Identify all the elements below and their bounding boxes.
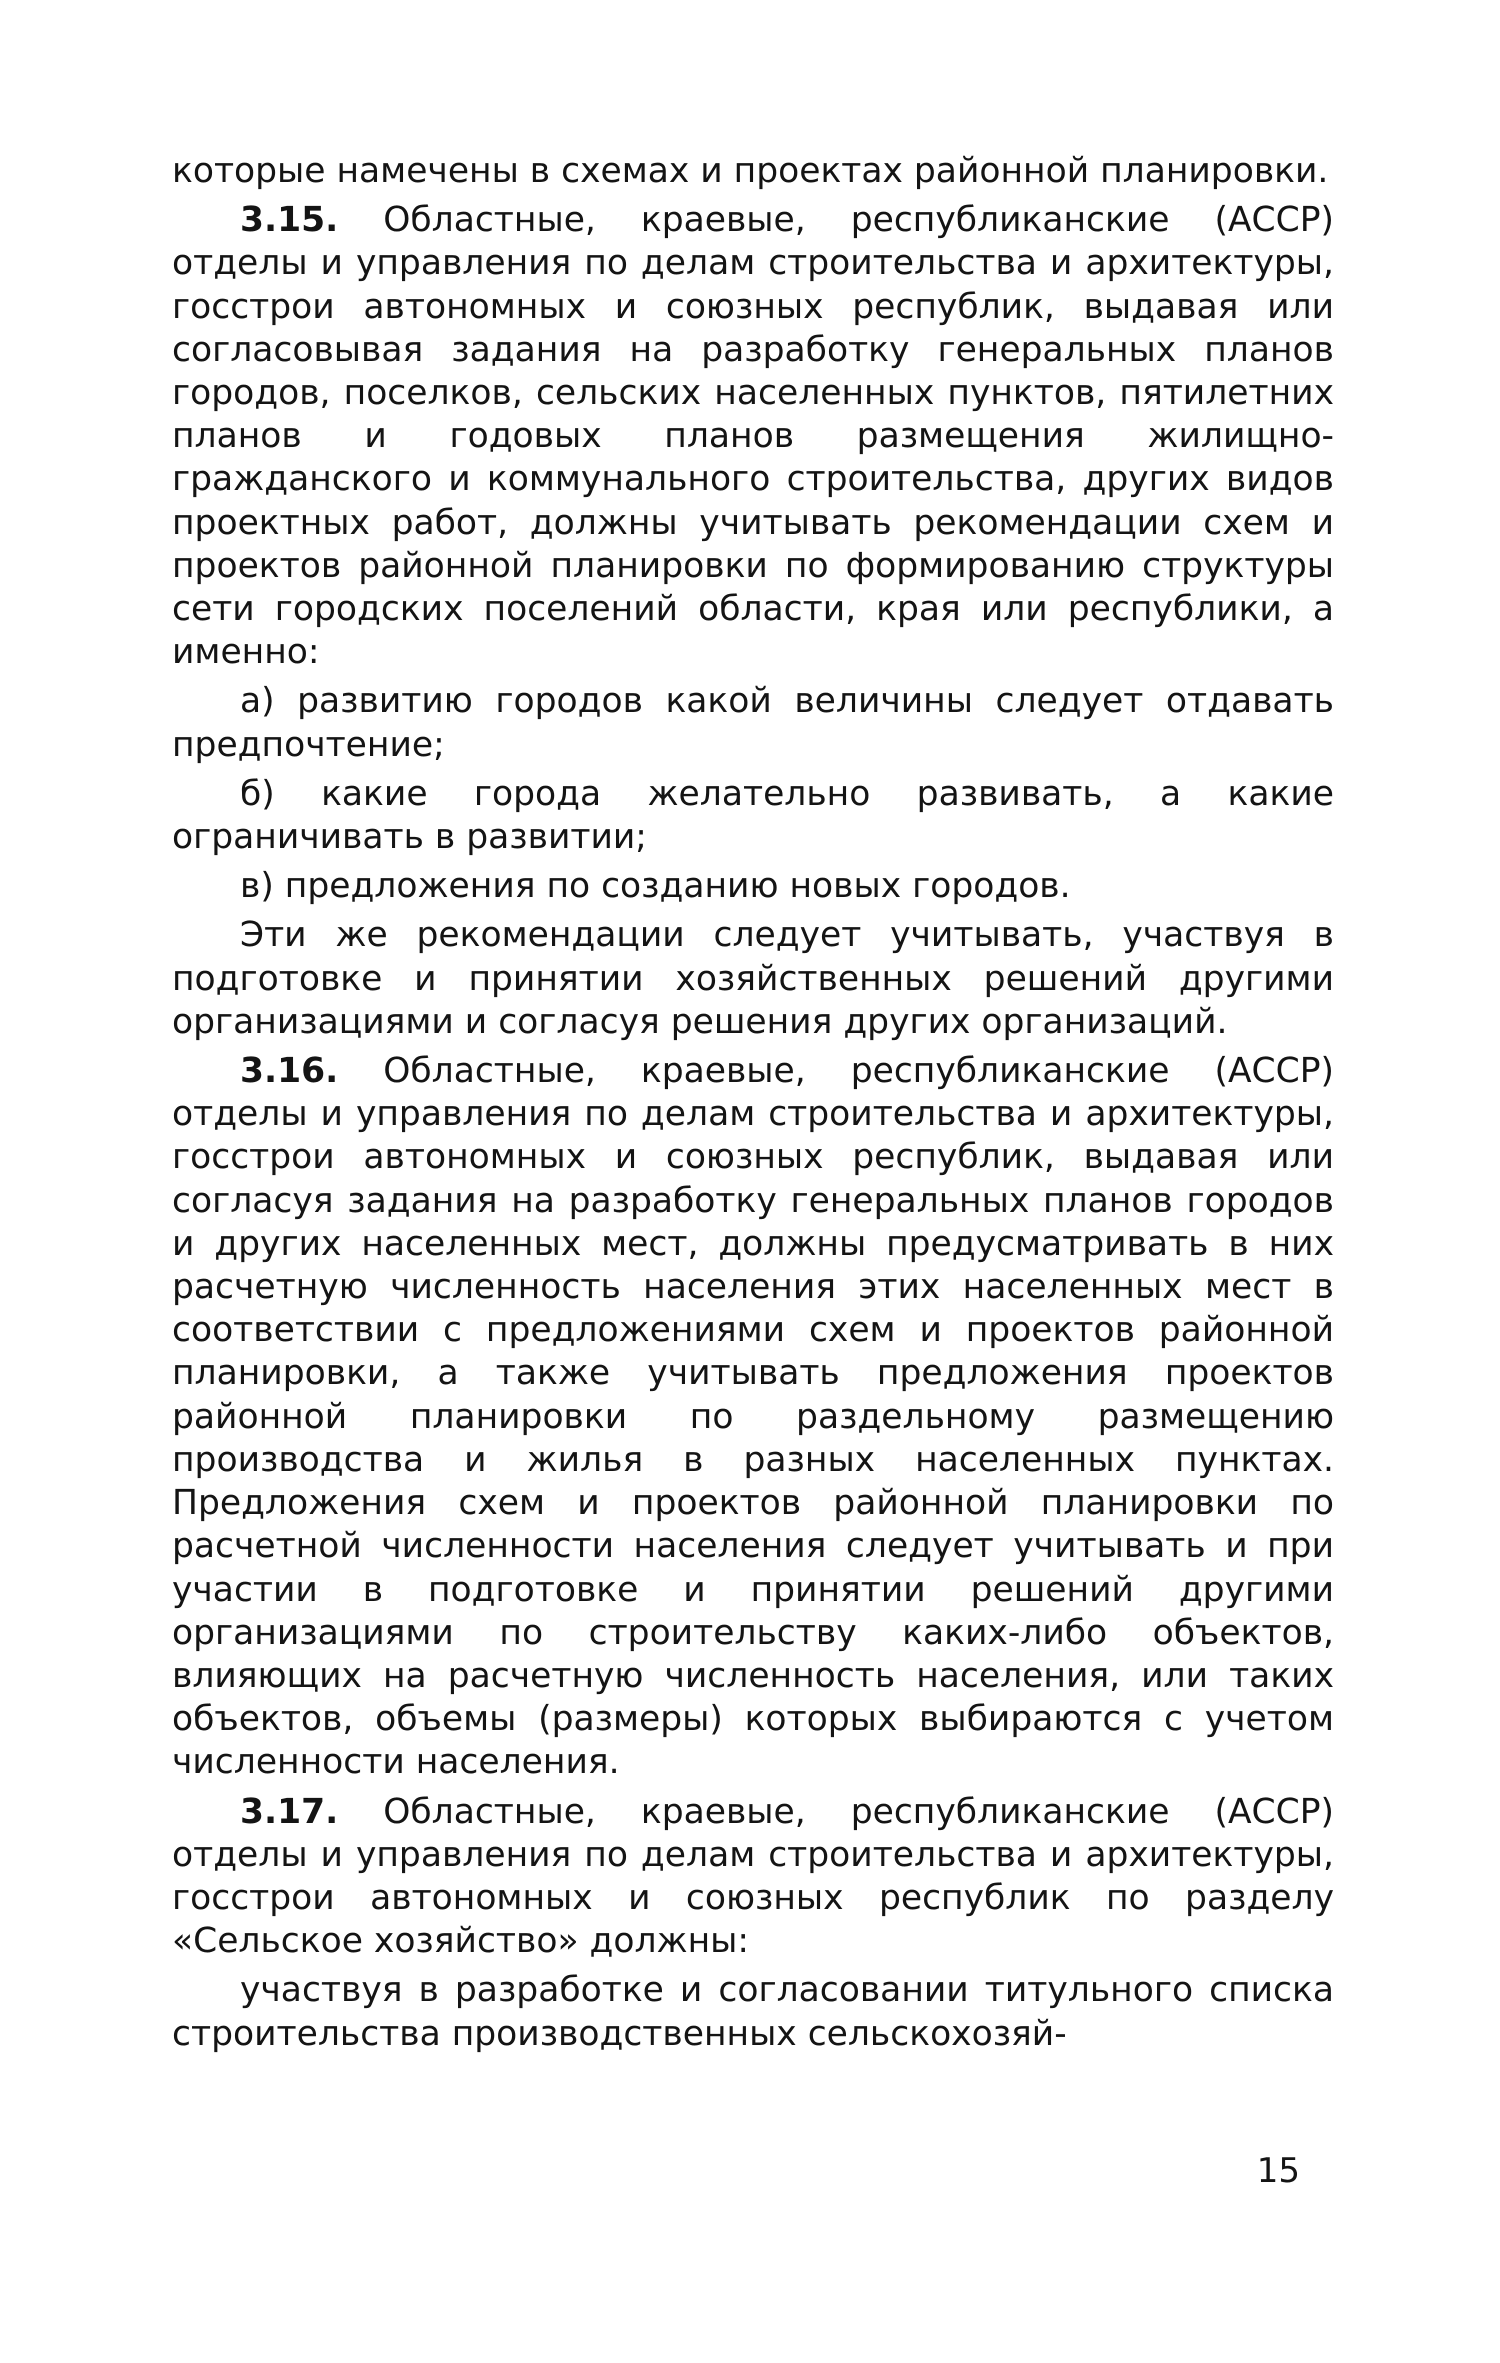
paragraph-text: которые намечены в схемах и проектах районной планировки. [172, 151, 1329, 191]
clause-number: 3.15. [240, 200, 339, 241]
paragraph-text: Эти же рекомендации следует учитывать, участвуя в подготовке и принятии хозяйственных решений другими организациями и согласуя решения других организаций. [172, 915, 1334, 1042]
paragraph-text: Областные, краевые, республиканские (АССР) отделы и управления по делам строительства и архитектуры, госстрои автономных и союзных республик, выдавая или согласовывая задания на разработку генеральных планов городов, поселков, сельских населенных пунктов, пятилетних планов и годовых планов размещения жилищно-гражданского и коммунального строительства, других видов проектных работ, должны учитывать рекомендации схем и проектов районной планировки по формированию структуры сети городских поселений области, края или республики, а именно: [172, 200, 1334, 673]
list-item-v [172, 865, 1334, 908]
paragraph-text: Областные, краевые, республиканские (АССР) отделы и управления по делам строительства и архитектуры, госстрои автономных и союзных республик по разделу «Сельское хозяйство» должны: [172, 1791, 1334, 1962]
paragraph-title-list [172, 1969, 1334, 2055]
paragraph-recommendations [172, 914, 1334, 1044]
list-item-text: а) развитию городов какой величины следует отдавать предпочтение; [172, 681, 1334, 765]
paragraph-3-15 [172, 199, 1334, 674]
clause-number: 3.17. [240, 1791, 339, 1832]
list-item-text: б) какие города желательно развивать, а какие ограничивать в развитии; [172, 773, 1334, 858]
paragraph-3-16 [172, 1050, 1334, 1784]
list-item-b [172, 773, 1334, 859]
list-item-text: в) предложения по созданию новых городов. [240, 866, 1071, 907]
paragraph-text: участвуя в разработке и согласовании титульного списка строительства производственных сельскохозяй- [172, 1970, 1334, 2054]
paragraph-3-17 [172, 1791, 1334, 1964]
list-item-a [172, 680, 1334, 766]
clause-number: 3.16. [240, 1051, 339, 1092]
page-number: 15 [1256, 2151, 1300, 2191]
paragraph-continuation [172, 150, 1334, 193]
paragraph-text: Областные, краевые, республиканские (АССР) отделы и управления по делам строительства и архитектуры, госстрои автономных и союзных республик, выдавая или согласуя задания на разработку генеральных планов городов и других населенных мест, должны предусматривать в них расчетную численность населения этих населенных мест в соответствии с предложениями схем и проектов районной планировки, а также учитывать предложения проектов районной планировки по раздельному размещению производства и жилья в разных населенных пунктах. Предложения схем и проектов районной планировки по расчетной численности населения следует учитывать и при участии в подготовке и принятии решений другими организациями по строительству каких-либо объектов, влияющих на расчетную численность населения, или таких объектов, объемы (размеры) которых выбираются с учетом численности населения. [172, 1051, 1334, 1783]
page-text [172, 150, 1334, 2056]
